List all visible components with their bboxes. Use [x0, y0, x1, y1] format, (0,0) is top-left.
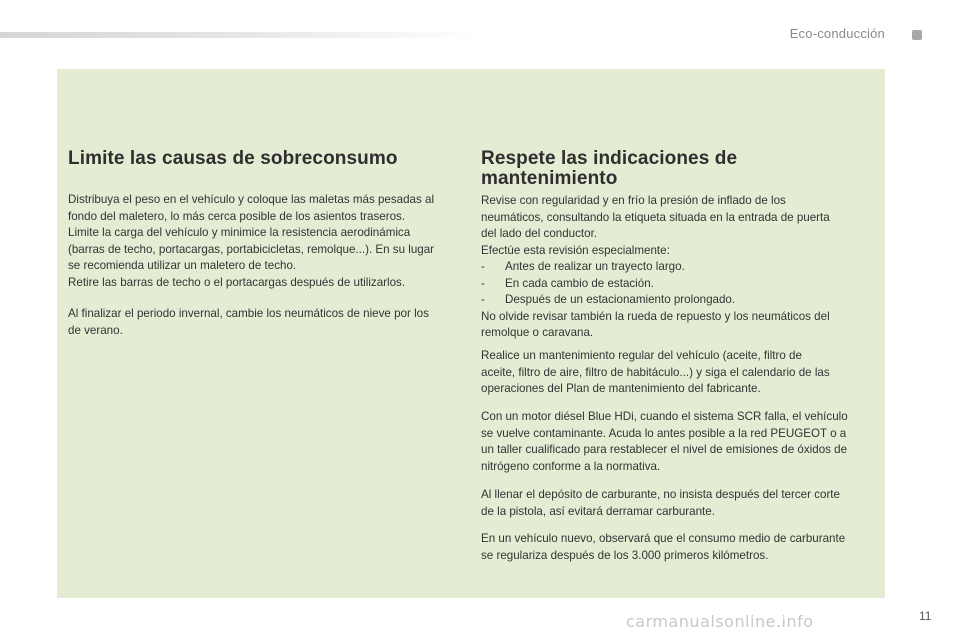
list-marker: - — [481, 293, 485, 306]
right-paragraph-2 — [481, 348, 879, 398]
list-marker: - — [481, 260, 485, 273]
text-line: Limite la carga del vehículo y minimice la resistencia aerodinámica — [68, 226, 411, 239]
page-number: 11 — [919, 609, 932, 623]
left-paragraph-1 — [68, 192, 463, 291]
text-line: del lado del conductor. — [481, 227, 598, 240]
right-paragraph-4 — [481, 487, 879, 520]
text-line: Distribuya el peso en el vehículo y coloque las maletas más pesadas al — [68, 193, 435, 206]
right-heading-line-1: Respete las indicaciones de — [481, 148, 738, 169]
text-line: un taller cualificado para restablecer el nivel de emisiones de óxidos de — [481, 443, 848, 456]
text-line: aceite, filtro de aire, filtro de habitáculo...) y siga el calendario de las — [481, 365, 830, 379]
text-line: Retire las barras de techo o el portacargas después de utilizarlos. — [68, 275, 406, 289]
list-item — [481, 292, 879, 309]
text-line: operaciones del Plan de mantenimiento del fabricante. — [481, 382, 761, 395]
list-item-text: Antes de realizar un trayecto largo. — [505, 260, 685, 273]
right-paragraph-1 — [481, 193, 879, 342]
content-panel — [57, 69, 885, 598]
text-line: de verano. — [68, 323, 123, 337]
text-line: fondo del maletero, lo más cerca posible de los asientos traseros. — [68, 209, 406, 223]
header-marker-icon — [912, 30, 922, 40]
text-line: Revise con regularidad y en frío la presión de inflado de los — [481, 194, 786, 207]
text-line: se regulariza después de los 3.000 primeros kilómetros. — [481, 548, 769, 562]
list-item-text: Después de un estacionamiento prolongado. — [505, 293, 736, 306]
text-line: Efectúe esta revisión especialmente: — [481, 243, 670, 257]
list-item — [481, 276, 879, 293]
text-line: nitrógeno conforme a la normativa. — [481, 459, 661, 473]
right-paragraph-3 — [481, 409, 879, 475]
text-line: No olvide revisar también la rueda de repuesto y los neumáticos del — [481, 309, 830, 323]
left-paragraph-2 — [68, 306, 463, 339]
right-paragraph-5 — [481, 531, 879, 564]
list-item-text: En cada cambio de estación. — [505, 276, 654, 290]
text-line: remolque o caravana. — [481, 326, 594, 339]
text-line: En un vehículo nuevo, observará que el consumo medio de carburante — [481, 532, 846, 545]
text-line: Al llenar el depósito de carburante, no insista después del tercer corte — [481, 488, 840, 501]
text-line: (barras de techo, portacargas, portabicicletas, remolque...). En su lugar — [68, 242, 435, 256]
right-heading-line-2: mantenimiento — [481, 168, 618, 189]
text-line: de la pistola, así evitará derramar carburante. — [481, 504, 715, 518]
left-heading: Limite las causas de sobreconsumo — [68, 148, 398, 169]
text-line: se vuelve contaminante. Acuda lo antes posible a la red PEUGEOT o a — [481, 426, 847, 440]
text-line: Con un motor diésel Blue HDi, cuando el sistema SCR falla, el vehículo — [481, 410, 848, 423]
text-line: Al finalizar el periodo invernal, cambie los neumáticos de nieve por los — [68, 307, 429, 320]
text-line: se recomienda utilizar un maletero de techo. — [68, 259, 297, 272]
section-title: Eco-conducción — [789, 26, 885, 41]
watermark: carmanualsonline.info — [626, 612, 814, 631]
text-line: Realice un mantenimiento regular del vehículo (aceite, filtro de — [481, 349, 802, 362]
header-decorative-rule — [0, 32, 480, 38]
right-heading — [481, 149, 861, 189]
text-line: neumáticos, consultando la etiqueta situada en la entrada de puerta — [481, 210, 830, 224]
list-marker: - — [481, 276, 485, 290]
list-item — [481, 259, 879, 276]
